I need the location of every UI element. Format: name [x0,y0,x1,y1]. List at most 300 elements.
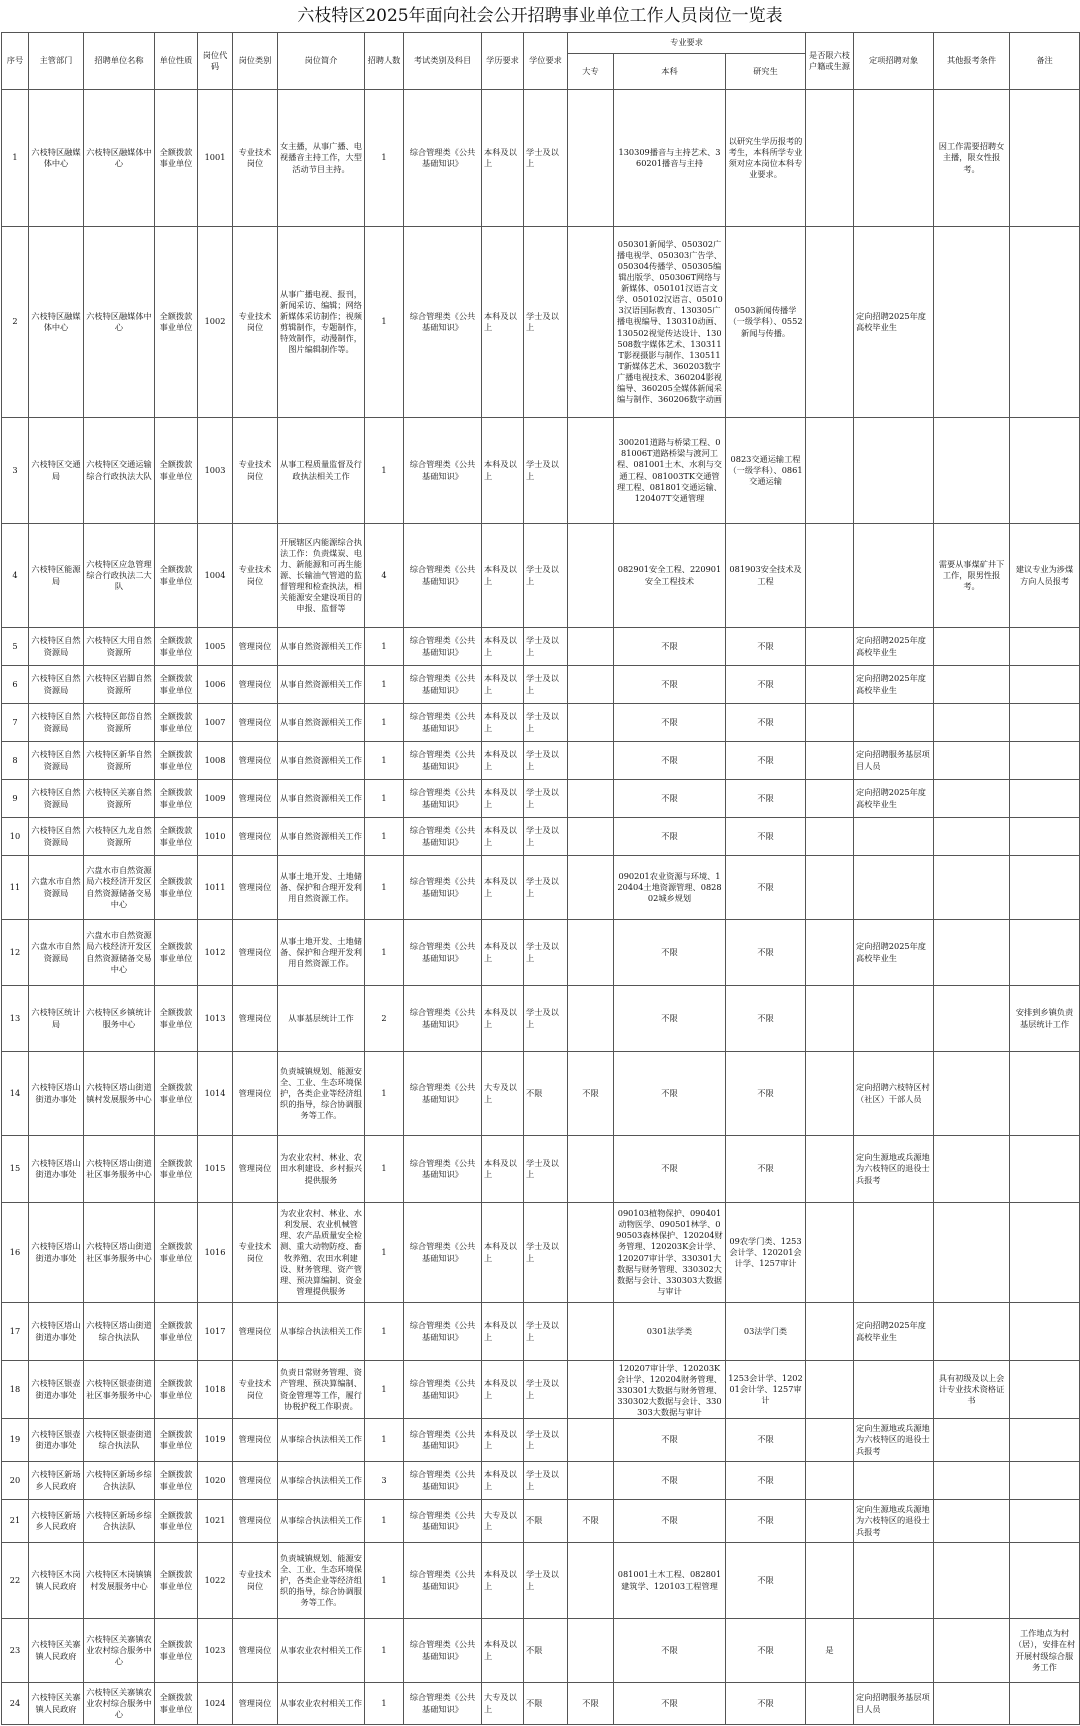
cell-seq [2,920,29,986]
cell-local [806,1419,854,1462]
header-unit: 招聘单位名称 [84,33,155,90]
cell-dept [29,1543,84,1619]
cell-seq [2,1303,29,1361]
cell-local [806,704,854,742]
cell-exam [404,1136,482,1203]
cell-degree-text: 学士及以上 [526,1378,559,1400]
cell-nature-text: 全额拨款事业单位 [159,564,193,586]
cell-count [365,1683,404,1725]
cell-degree-text: 学士及以上 [526,310,559,332]
table-row [2,1543,1080,1619]
cell-seq [2,780,29,818]
cell-count-text: 1 [381,1246,387,1257]
cell-benke-text: 不限 [661,716,678,727]
table-row [2,704,1080,742]
cell-dept-text: 六枝特区塔山街道办事处 [31,1320,81,1342]
cell-count [365,1361,404,1419]
cell-local [806,920,854,986]
cell-edu [482,1361,524,1419]
cell-benke [614,1462,726,1500]
cell-dazhuan-text: 不限 [582,1515,599,1526]
cell-dazhuan-text: 不限 [582,1697,599,1708]
cell-yanjiu [726,418,806,524]
cell-dazhuan [568,666,614,704]
cell-yanjiu [726,1683,806,1725]
cell-remark [1010,1683,1080,1725]
cell-dazhuan [568,742,614,780]
header-local: 是否限六枝户籍或生源 [806,33,854,90]
cell-exam-text: 综合管理类《公共基础知识》 [409,1569,476,1591]
cell-nature-text: 全额拨款事业单位 [159,749,193,771]
cell-count-text: 1 [381,1515,387,1526]
cell-seq [2,418,29,524]
cell-code [198,1462,233,1500]
cell-unit [84,1500,155,1543]
cell-target-text: 定向招聘2025年度高校毕业生 [856,941,926,963]
cell-category-text: 管理岗位 [238,640,272,651]
cell-yanjiu [726,1303,806,1361]
cell-code [198,742,233,780]
table-row [2,1683,1080,1725]
cell-yanjiu [726,1462,806,1500]
cell-yanjiu-text: 不限 [757,830,774,841]
cell-dept [29,986,84,1052]
cell-degree [524,418,568,524]
cell-count-text: 1 [381,640,387,651]
cell-edu-text: 本科及以上 [484,310,517,332]
cell-degree-text: 学士及以上 [526,564,559,586]
cell-exam-text: 综合管理类《公共基础知识》 [409,1469,476,1491]
cell-nature [155,628,198,666]
cell-dept-text: 六枝特区交通局 [31,459,81,481]
cell-remark [1010,818,1080,856]
cell-other [934,1303,1010,1361]
cell-seq-text: 14 [9,1087,21,1098]
cell-target-text: 定向招聘六枝特区村（社区）干部人员 [856,1082,930,1104]
cell-yanjiu [726,227,806,418]
cell-category-text: 管理岗位 [238,1644,272,1655]
cell-edu [482,818,524,856]
cell-dazhuan [568,1303,614,1361]
cell-unit-text: 六枝特区木岗镇镇村发展服务中心 [86,1569,152,1591]
cell-unit-text: 六枝特区应急管理综合行政执法二大队 [86,558,152,592]
cell-category-text: 专业技术岗位 [238,1241,272,1263]
cell-category [233,1500,278,1543]
cell-degree-text: 学士及以上 [526,146,559,168]
cell-nature-text: 全额拨款事业单位 [159,787,193,809]
cell-unit-text: 六枝特区塔山街道社区事务服务中心 [86,1241,152,1263]
cell-benke-text: 300201道路与桥梁工程、081006T道路桥梁与渡河工程、081001土木、水利与交通工程、081003TK交通管理工程、081801交通运输、120407T交通管理 [617,437,722,503]
cell-benke-text: 不限 [661,754,678,765]
cell-local [806,418,854,524]
cell-target [854,666,934,704]
cell-edu-text: 本科及以上 [484,876,517,898]
cell-local [806,524,854,628]
table-row [2,818,1080,856]
cell-benke [614,856,726,920]
cell-other [934,90,1010,227]
cell-other [934,742,1010,780]
cell-code [198,1500,233,1543]
cell-code [198,1361,233,1419]
cell-count-text: 1 [381,316,387,327]
cell-degree-text: 学士及以上 [526,749,559,771]
cell-target [854,1361,934,1419]
cell-edu-text: 本科及以上 [484,1428,517,1450]
cell-other [934,1419,1010,1462]
cell-degree [524,1203,568,1303]
cell-nature [155,1500,198,1543]
cell-intro-text: 从事农业农村相关工作 [280,1644,362,1655]
cell-category-text: 专业技术岗位 [238,146,272,168]
cell-benke-text: 不限 [661,1163,678,1174]
cell-other [934,920,1010,986]
cell-target [854,1136,934,1203]
cell-dept [29,227,84,418]
cell-exam-text: 综合管理类《公共基础知识》 [409,1639,476,1661]
cell-seq-text: 1 [12,152,18,163]
table-row [2,920,1080,986]
cell-yanjiu-text: 不限 [757,1574,774,1585]
cell-degree [524,780,568,818]
cell-edu-text: 本科及以上 [484,749,517,771]
cell-yanjiu [726,1419,806,1462]
cell-count [365,1203,404,1303]
cell-seq-text: 10 [9,830,21,841]
cell-remark [1010,780,1080,818]
cell-count-text: 3 [381,1474,387,1485]
cell-edu [482,1203,524,1303]
cell-exam-text: 综合管理类《公共基础知识》 [409,1007,476,1029]
cell-intro-text: 负责日常财务管理、资产管理、预决算编制、资金管理等工作，履行协税护税工作职责。 [280,1367,362,1411]
cell-dazhuan [568,818,614,856]
cell-yanjiu-text: 不限 [757,678,774,689]
cell-dazhuan-text: 不限 [582,1087,599,1098]
cell-exam [404,920,482,986]
cell-code-text: 1007 [204,716,226,727]
cell-category [233,856,278,920]
cell-nature [155,856,198,920]
cell-exam-text: 综合管理类《公共基础知识》 [409,787,476,809]
cell-unit [84,1462,155,1500]
cell-dept [29,1500,84,1543]
cell-dept [29,1203,84,1303]
cell-yanjiu [726,1543,806,1619]
cell-edu-text: 本科及以上 [484,1639,517,1661]
cell-dazhuan [568,227,614,418]
cell-exam [404,704,482,742]
cell-category-text: 管理岗位 [238,1163,272,1174]
cell-unit [84,818,155,856]
cell-seq [2,666,29,704]
cell-other [934,1203,1010,1303]
cell-seq-text: 17 [9,1325,21,1336]
cell-dept [29,704,84,742]
cell-category [233,1052,278,1136]
cell-yanjiu [726,524,806,628]
cell-target-text: 定向招聘服务基层项目人员 [856,749,930,771]
cell-intro [278,742,365,780]
cell-count [365,227,404,418]
cell-intro-text: 从事自然资源相关工作 [280,792,362,803]
cell-unit-text: 六枝特区塔山街道镇村发展服务中心 [86,1082,152,1104]
cell-nature [155,90,198,227]
cell-seq-text: 18 [9,1383,21,1394]
cell-edu [482,90,524,227]
cell-unit-text: 六枝特区九龙自然资源所 [86,825,152,847]
cell-benke [614,418,726,524]
cell-degree-text: 学士及以上 [526,1320,559,1342]
header-category: 岗位类别 [233,33,278,90]
table-row [2,1419,1080,1462]
cell-nature-text: 全额拨款事业单位 [159,673,193,695]
cell-nature-text: 全额拨款事业单位 [159,1241,193,1263]
cell-dazhuan [568,1462,614,1500]
cell-local [806,1203,854,1303]
cell-degree [524,1683,568,1725]
cell-remark-text: 安排到乡镇负责基层统计工作 [1015,1007,1074,1029]
cell-exam-text: 综合管理类《公共基础知识》 [409,310,476,332]
cell-degree [524,1052,568,1136]
cell-category-text: 管理岗位 [238,1434,272,1445]
cell-edu-text: 本科及以上 [484,635,517,657]
cell-exam [404,780,482,818]
cell-code-text: 1003 [204,464,226,475]
cell-target-text: 定向招聘2025年度高校毕业生 [856,673,926,695]
cell-seq [2,1543,29,1619]
cell-code-text: 1019 [204,1434,226,1445]
cell-yanjiu [726,704,806,742]
cell-benke [614,1203,726,1303]
table-row [2,986,1080,1052]
cell-exam-text: 综合管理类《公共基础知识》 [409,1378,476,1400]
cell-remark-text: 工作地点为村（居），安排在村开展村级综合服务工作 [1013,1628,1076,1672]
cell-nature [155,1462,198,1500]
cell-nature-text: 全额拨款事业单位 [159,1509,193,1531]
cell-other [934,1500,1010,1543]
cell-dazhuan [568,628,614,666]
cell-benke [614,1543,726,1619]
cell-dept-text: 六枝特区塔山街道办事处 [31,1241,81,1263]
cell-count-text: 1 [381,1697,387,1708]
cell-benke-text: 不限 [661,1697,678,1708]
cell-degree-text: 学士及以上 [526,711,559,733]
cell-category [233,1462,278,1500]
cell-edu-text: 本科及以上 [484,673,517,695]
cell-remark [1010,1136,1080,1203]
cell-exam-text: 综合管理类《公共基础知识》 [409,1509,476,1531]
cell-dept-text: 六枝特区木岗镇人民政府 [31,1569,81,1591]
cell-seq [2,1419,29,1462]
cell-code-text: 1021 [204,1515,226,1526]
cell-category [233,1136,278,1203]
cell-other-text: 因工作需要招聘女主播，限女性报考。 [938,141,1005,174]
cell-dazhuan [568,1683,614,1725]
cell-unit [84,780,155,818]
cell-dept [29,920,84,986]
header-nature: 单位性质 [155,33,198,90]
cell-seq [2,90,29,227]
cell-unit-text: 六枝特区关寨镇农业农村综合服务中心 [86,1633,152,1667]
cell-unit-text: 六盘水市自然资源局六枝经济开发区自然资源储备交易中心 [86,865,152,909]
cell-category-text: 管理岗位 [238,1515,272,1526]
cell-dazhuan [568,986,614,1052]
cell-local [806,1619,854,1683]
cell-nature [155,524,198,628]
cell-unit [84,1543,155,1619]
cell-remark [1010,90,1080,227]
cell-intro [278,1303,365,1361]
cell-code-text: 1018 [204,1383,226,1394]
cell-intro-text: 从事自然资源相关工作 [280,830,362,841]
cell-benke [614,628,726,666]
cell-nature-text: 全额拨款事业单位 [159,1569,193,1591]
cell-seq [2,1683,29,1725]
cell-yanjiu-text: 不限 [757,881,774,892]
cell-benke-text: 不限 [661,792,678,803]
cell-local [806,1683,854,1725]
cell-intro-text: 开展辖区内能源综合执法工作：负责煤炭、电力、新能源和可再生能源、长输油气管道的监督管理和检查执法，相关能源安全建设项目的申报、监督等 [280,536,362,614]
cell-unit-text: 六枝特区乡镇统计服务中心 [86,1007,152,1029]
cell-benke [614,1052,726,1136]
cell-local [806,1361,854,1419]
cell-intro [278,1683,365,1725]
cell-seq [2,1052,29,1136]
cell-dazhuan [568,1619,614,1683]
cell-other [934,1543,1010,1619]
cell-other [934,856,1010,920]
cell-code-text: 1006 [204,678,226,689]
cell-count-text: 1 [381,1163,387,1174]
cell-count [365,1052,404,1136]
cell-edu-text: 本科及以上 [484,459,517,481]
cell-category [233,418,278,524]
cell-unit [84,1683,155,1725]
cell-target [854,227,934,418]
table-row [2,1303,1080,1361]
cell-local [806,1462,854,1500]
cell-intro-text: 从事土地开发、土地储备、保护和合理开发利用自然资源工作。 [280,870,362,904]
cell-dept-text: 六枝特区银壶街道办事处 [31,1378,81,1400]
cell-unit [84,1203,155,1303]
cell-dept-text: 六枝特区新场乡人民政府 [31,1509,81,1531]
cell-degree [524,227,568,418]
cell-nature [155,1683,198,1725]
cell-other [934,666,1010,704]
cell-degree-text: 学士及以上 [526,635,559,657]
cell-dept [29,1136,84,1203]
cell-category-text: 专业技术岗位 [238,1378,272,1400]
header-count: 招聘人数 [365,33,404,90]
cell-count-text: 1 [381,1434,387,1445]
cell-unit [84,742,155,780]
cell-yanjiu-text: 不限 [757,946,774,957]
cell-nature-text: 全额拨款事业单位 [159,1639,193,1661]
cell-yanjiu [726,780,806,818]
cell-unit [84,1303,155,1361]
cell-degree [524,1136,568,1203]
cell-code-text: 1024 [204,1697,226,1708]
cell-unit-text: 六枝特区融媒体中心 [86,310,152,332]
cell-code [198,780,233,818]
cell-category-text: 专业技术岗位 [238,459,272,481]
cell-count-text: 1 [381,152,387,163]
cell-other [934,1683,1010,1725]
cell-code [198,986,233,1052]
cell-other [934,1361,1010,1419]
cell-intro-text: 从事基层统计工作 [288,1012,354,1023]
cell-dept [29,818,84,856]
cell-unit-text: 六枝特区融媒体中心 [86,146,152,168]
header-benke: 本科 [614,54,726,90]
cell-count-text: 1 [381,754,387,765]
cell-other [934,818,1010,856]
cell-remark [1010,1619,1080,1683]
cell-degree-text: 不限 [526,1087,543,1098]
cell-dept-text: 六枝特区融媒体中心 [31,310,81,332]
cell-dazhuan [568,1203,614,1303]
cell-yanjiu-text: 不限 [757,1012,774,1023]
cell-code-text: 1001 [204,152,226,163]
cell-other [934,704,1010,742]
cell-category-text: 专业技术岗位 [238,564,272,586]
cell-edu [482,628,524,666]
cell-edu-text: 本科及以上 [484,787,517,809]
cell-yanjiu [726,1136,806,1203]
cell-degree [524,1543,568,1619]
cell-benke-text: 不限 [661,640,678,651]
cell-count-text: 1 [381,1087,387,1098]
cell-code-text: 1004 [204,569,226,580]
cell-degree-text: 学士及以上 [526,941,559,963]
cell-category [233,818,278,856]
cell-category [233,1303,278,1361]
cell-benke [614,524,726,628]
cell-exam [404,856,482,920]
cell-benke [614,90,726,227]
cell-count [365,1303,404,1361]
cell-other-text: 具有初级及以上会计专业技术资格证书 [938,1372,1005,1406]
cell-unit [84,227,155,418]
header-yanjiu: 研究生 [726,54,806,90]
cell-target [854,1203,934,1303]
cell-edu [482,1303,524,1361]
cell-seq [2,1203,29,1303]
cell-benke [614,1500,726,1543]
cell-exam [404,818,482,856]
cell-target [854,90,934,227]
cell-target-text: 定向生源地或兵源地为六枝特区的退役士兵报考 [856,1504,930,1537]
cell-seq [2,856,29,920]
cell-category-text: 管理岗位 [238,1474,272,1485]
cell-unit-text: 六盘水市自然资源局六枝经济开发区自然资源储备交易中心 [86,930,152,974]
cell-other [934,1619,1010,1683]
cell-exam [404,1619,482,1683]
cell-unit [84,1052,155,1136]
cell-code [198,666,233,704]
cell-category [233,1203,278,1303]
cell-degree-text: 学士及以上 [526,459,559,481]
cell-category [233,1543,278,1619]
cell-local [806,628,854,666]
cell-unit-text: 六枝特区新场乡综合执法队 [86,1469,152,1491]
cell-nature-text: 全额拨款事业单位 [159,146,193,168]
cell-edu [482,1136,524,1203]
cell-dept-text: 六盘水市自然资源局 [31,876,81,898]
cell-edu-text: 本科及以上 [484,941,517,963]
cell-code [198,856,233,920]
cell-intro-text: 从事自然资源相关工作 [280,754,362,765]
